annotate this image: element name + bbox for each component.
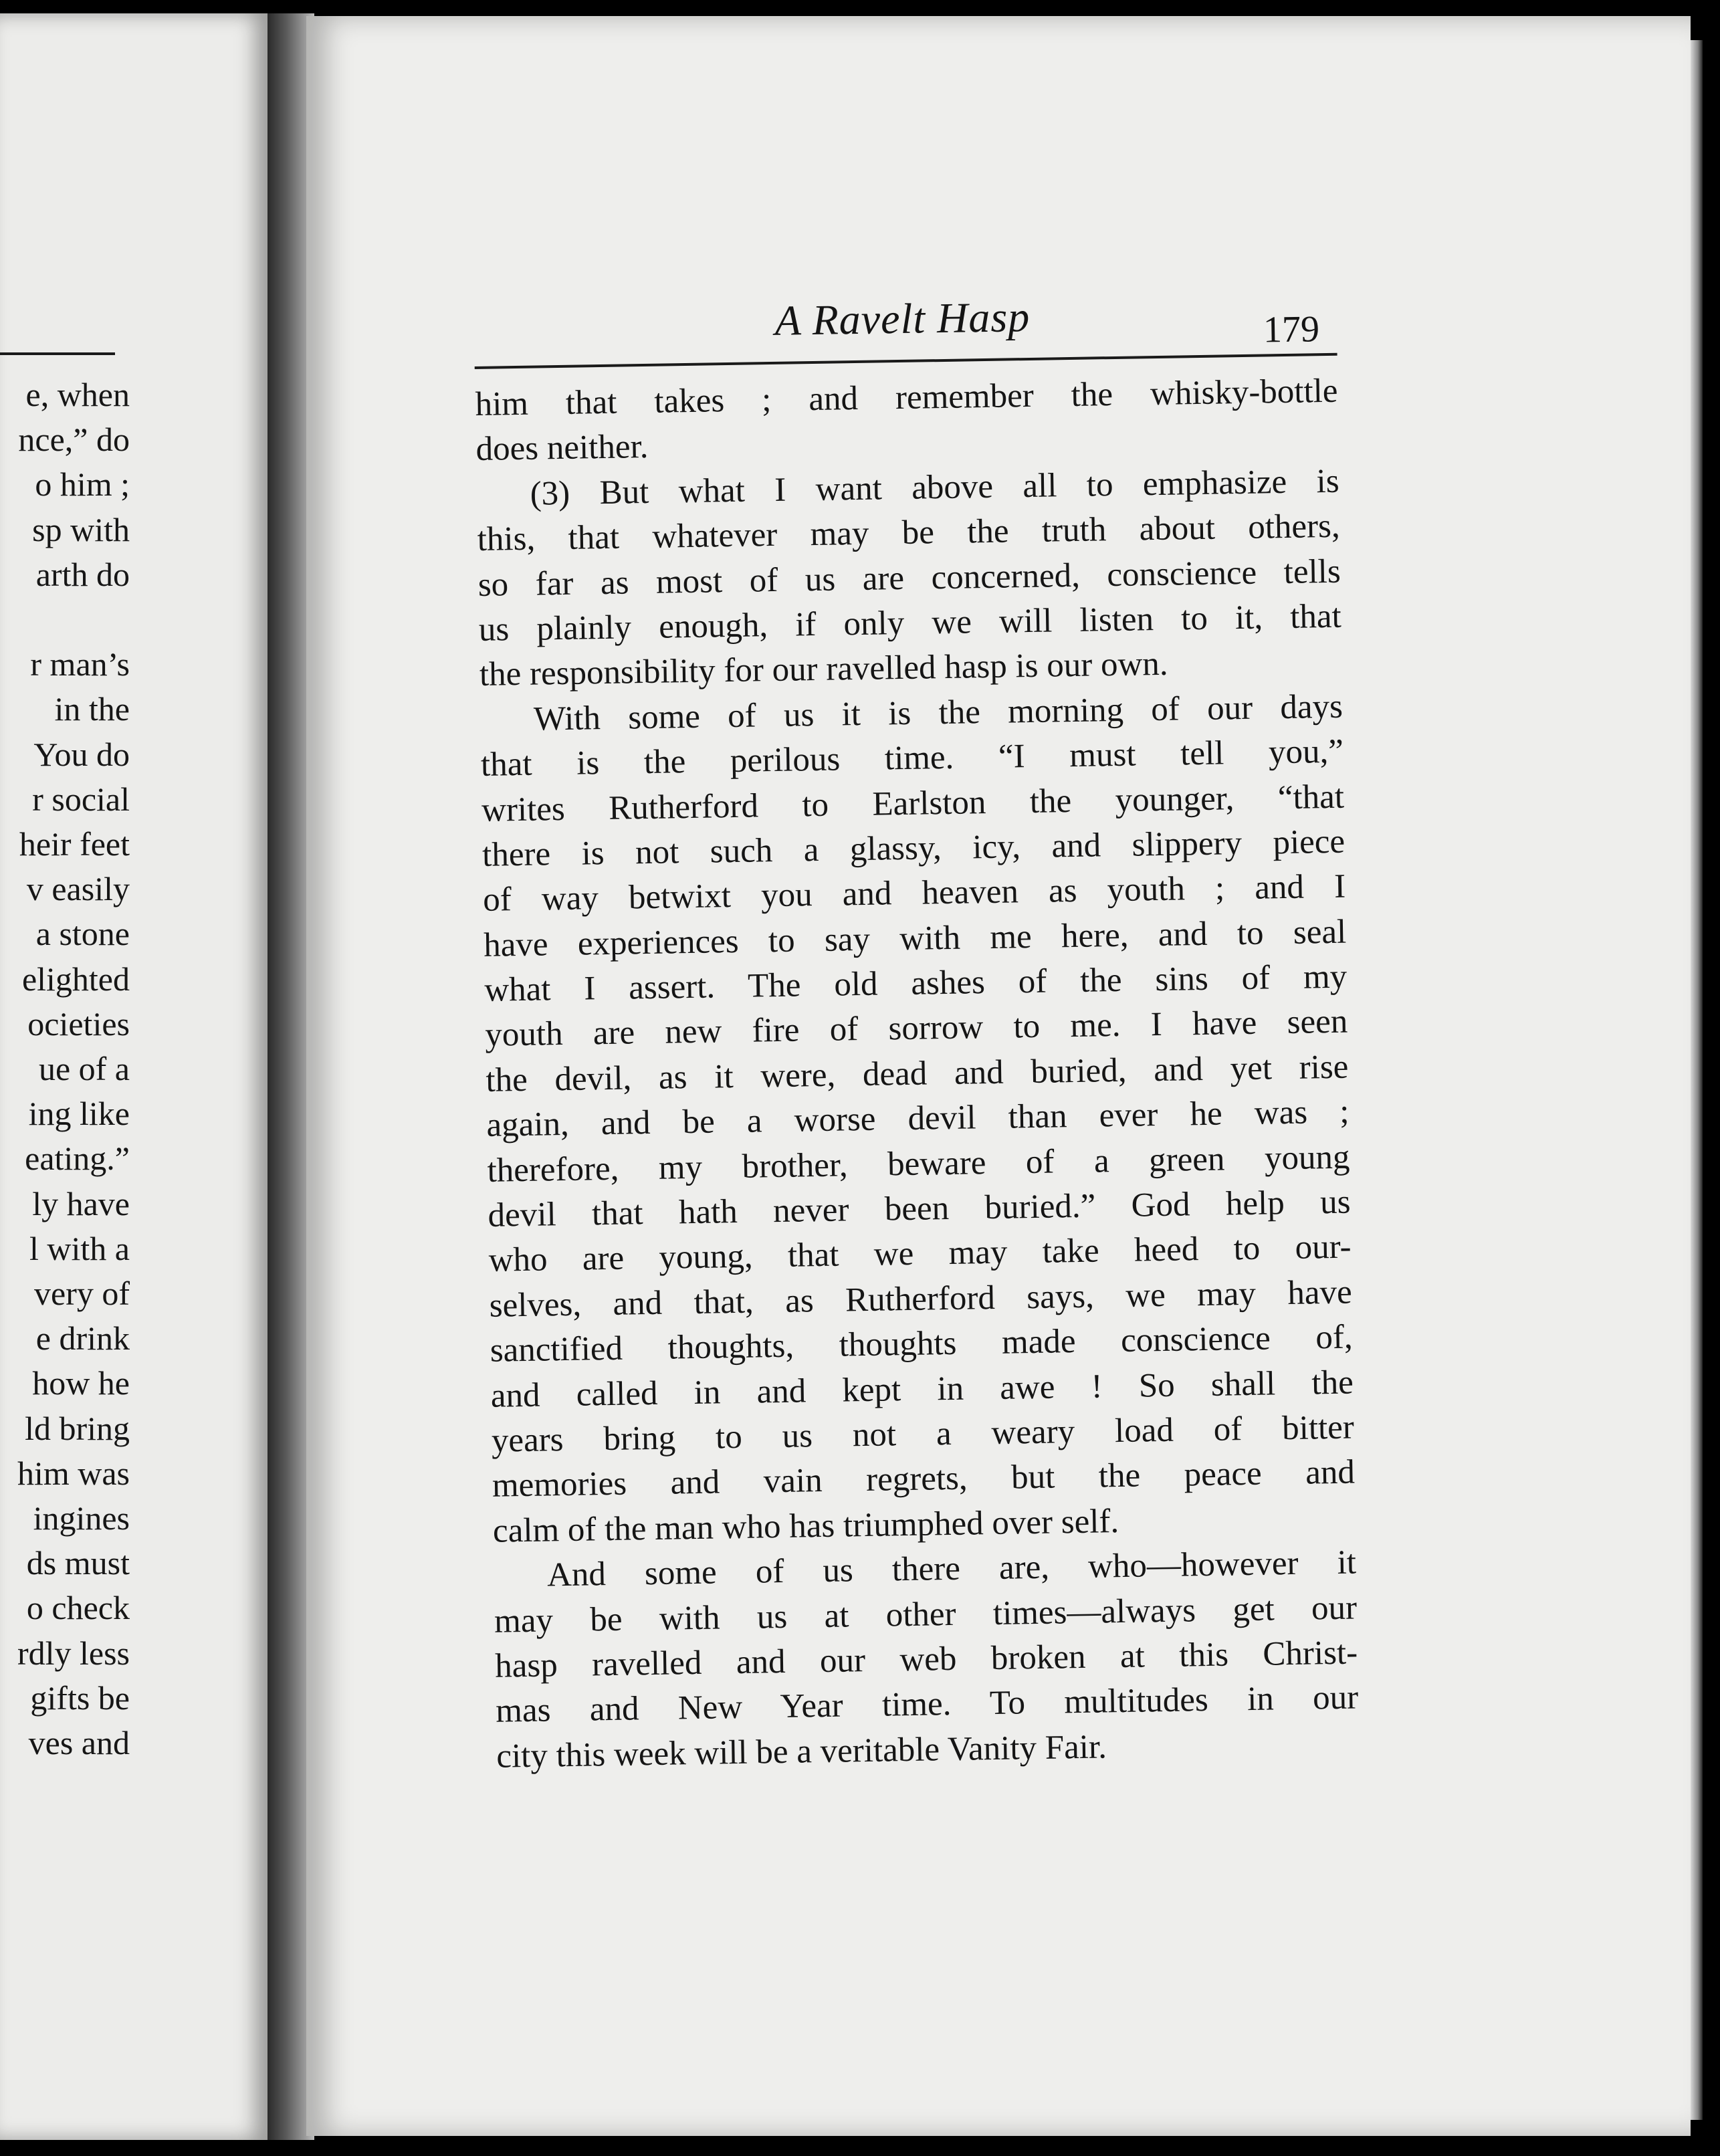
text-line: this, that whatever may be the truth about others,: [477, 507, 1341, 559]
left-page-line: ds must: [26, 1544, 130, 1582]
text-line: so far as most of us are concerned, conscience tells: [477, 552, 1341, 604]
left-page-line: elighted: [21, 960, 130, 998]
text-line: again, and be a worse devil than ever he was ;: [486, 1093, 1350, 1145]
left-page-line: o check: [26, 1589, 130, 1627]
left-page-line: sp with: [32, 510, 130, 548]
running-head: [473, 281, 1337, 368]
left-page-line: o him ;: [35, 465, 130, 504]
left-page-line: in the: [54, 690, 130, 728]
text-line: And some of us there are, who—however it: [546, 1543, 1357, 1594]
header-rule: [475, 353, 1337, 369]
left-page-line: r man’s: [30, 645, 130, 683]
text-line: us plainly enough, if only we will listen to it, that: [478, 597, 1342, 649]
left-page-line: how he: [32, 1364, 130, 1402]
text-line: selves, and that, as Rutherford says, we may have: [489, 1273, 1353, 1325]
left-page-line: ocieties: [27, 1004, 130, 1043]
text-line: who are young, that we may take heed to our-: [488, 1228, 1352, 1280]
left-page-line: ld bring: [25, 1409, 130, 1447]
text-line: sanctified thoughts, thoughts made conscience of,: [490, 1318, 1354, 1370]
left-page-line: e drink: [35, 1319, 130, 1358]
left-page-line: nce,” do: [18, 421, 130, 459]
left-page-line: a stone: [35, 915, 130, 953]
left-page-line: him was: [17, 1454, 130, 1492]
text-line: (3) But what I want above all to emphasize is: [530, 462, 1339, 513]
left-page-line: very of: [34, 1275, 130, 1312]
text-line: youth are new fire of sorrow to me. I have seen: [484, 1003, 1348, 1055]
text-line: may be with us at other times—always get our: [494, 1589, 1358, 1640]
left-page-line: eating.”: [25, 1140, 130, 1178]
text-line: therefore, my brother, beware of a green young: [487, 1138, 1350, 1190]
text-line: calm of the man who has triumphed over self.: [492, 1502, 1119, 1550]
left-page-line: l with a: [29, 1229, 130, 1267]
text-line: of way betwixt you and heaven as youth ; and I: [482, 867, 1346, 920]
text-line: what I assert. The old ashes of the sins of my: [483, 958, 1348, 1009]
left-page-line: ves and: [28, 1724, 130, 1761]
left-page-line: rdly less: [17, 1634, 130, 1672]
left-page-line: ue of a: [38, 1050, 130, 1087]
body-text: [475, 369, 1360, 1780]
left-page-line: e, when: [25, 376, 130, 413]
text-line: does neither.: [475, 428, 649, 469]
left-page-line: r social: [32, 780, 130, 818]
left-page-line: You do: [33, 735, 130, 773]
text-line: the devil, as it were, dead and buried, and yet rise: [486, 1048, 1349, 1099]
text-line: have experiences to say with me here, and to seal: [483, 913, 1347, 964]
text-line: writes Rutherford to Earlston the younger, “that: [481, 778, 1345, 829]
text-line: hasp ravelled and our web broken at this Christ-: [494, 1634, 1358, 1685]
left-page-line: arth do: [35, 555, 130, 593]
right-page-text-block: [473, 281, 1367, 1832]
left-page-rule: [0, 352, 115, 355]
left-page: [0, 13, 267, 2140]
text-line: memories and vain regrets, but the peace and: [492, 1453, 1356, 1505]
text-line: that is the perilous time. “I must tell you,”: [480, 732, 1344, 784]
text-line: and called in and kept in awe ! So shall the: [490, 1364, 1354, 1415]
left-page-line: v easily: [26, 870, 130, 908]
left-page-line: heir feet: [19, 825, 130, 863]
page-edge: [1691, 40, 1703, 2120]
left-page-line: ingines: [33, 1499, 130, 1537]
text-line: city this week will be a veritable Vanity Fair.: [496, 1728, 1107, 1775]
running-title: A Ravelt Hasp: [774, 292, 1031, 344]
text-line: devil that hath never been buried.” God help us: [488, 1183, 1351, 1234]
text-line: him that takes ; and remember the whisky-bottle: [475, 372, 1338, 423]
left-page-line: ing like: [28, 1095, 130, 1133]
left-page-line: ly have: [32, 1184, 130, 1222]
text-line: years bring to us not a weary load of bitter: [491, 1408, 1355, 1460]
text-line: With some of us it is the morning of our days: [533, 687, 1343, 738]
left-page-line: gifts be: [30, 1679, 130, 1717]
page-number: 179: [1263, 308, 1320, 351]
text-line: the responsibility for our ravelled hasp is our own.: [479, 645, 1168, 694]
text-line: mas and New Year time. To multitudes in our: [495, 1679, 1359, 1731]
text-line: there is not such a glassy, icy, and slippery piece: [481, 823, 1346, 874]
